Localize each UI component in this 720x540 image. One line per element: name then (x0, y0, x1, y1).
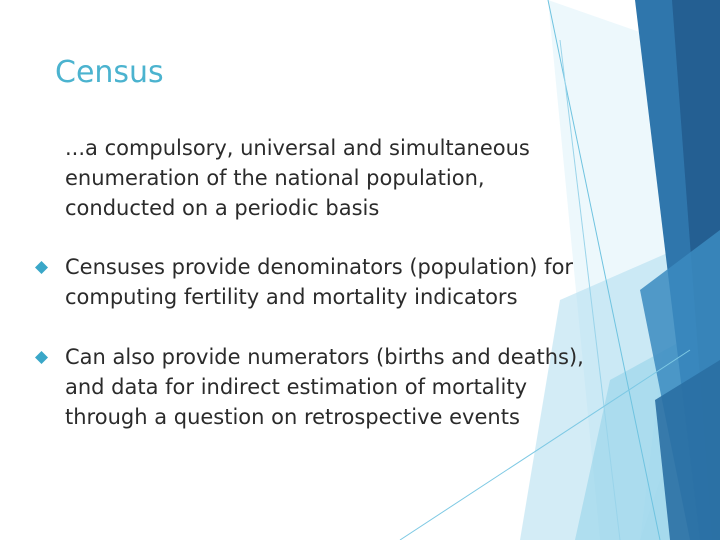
slide-title: Census (55, 55, 164, 90)
bullet-item-numerators (65, 342, 595, 432)
diamond-bullet-icon (35, 261, 48, 274)
bullet-text: Censuses provide denominators (population) for computing fertility and mortality indicators (65, 255, 574, 309)
census-definition: ...a compulsory, universal and simultaneous enumeration of the national population, conducted on a periodic basis (65, 136, 530, 220)
bullet-item-denominators (65, 252, 595, 312)
bullet-list (65, 252, 595, 462)
bullet-text: Can also provide numerators (births and deaths), and data for indirect estimation of mortality through a question on retrospective events (65, 345, 584, 429)
diamond-bullet-icon (35, 351, 48, 364)
